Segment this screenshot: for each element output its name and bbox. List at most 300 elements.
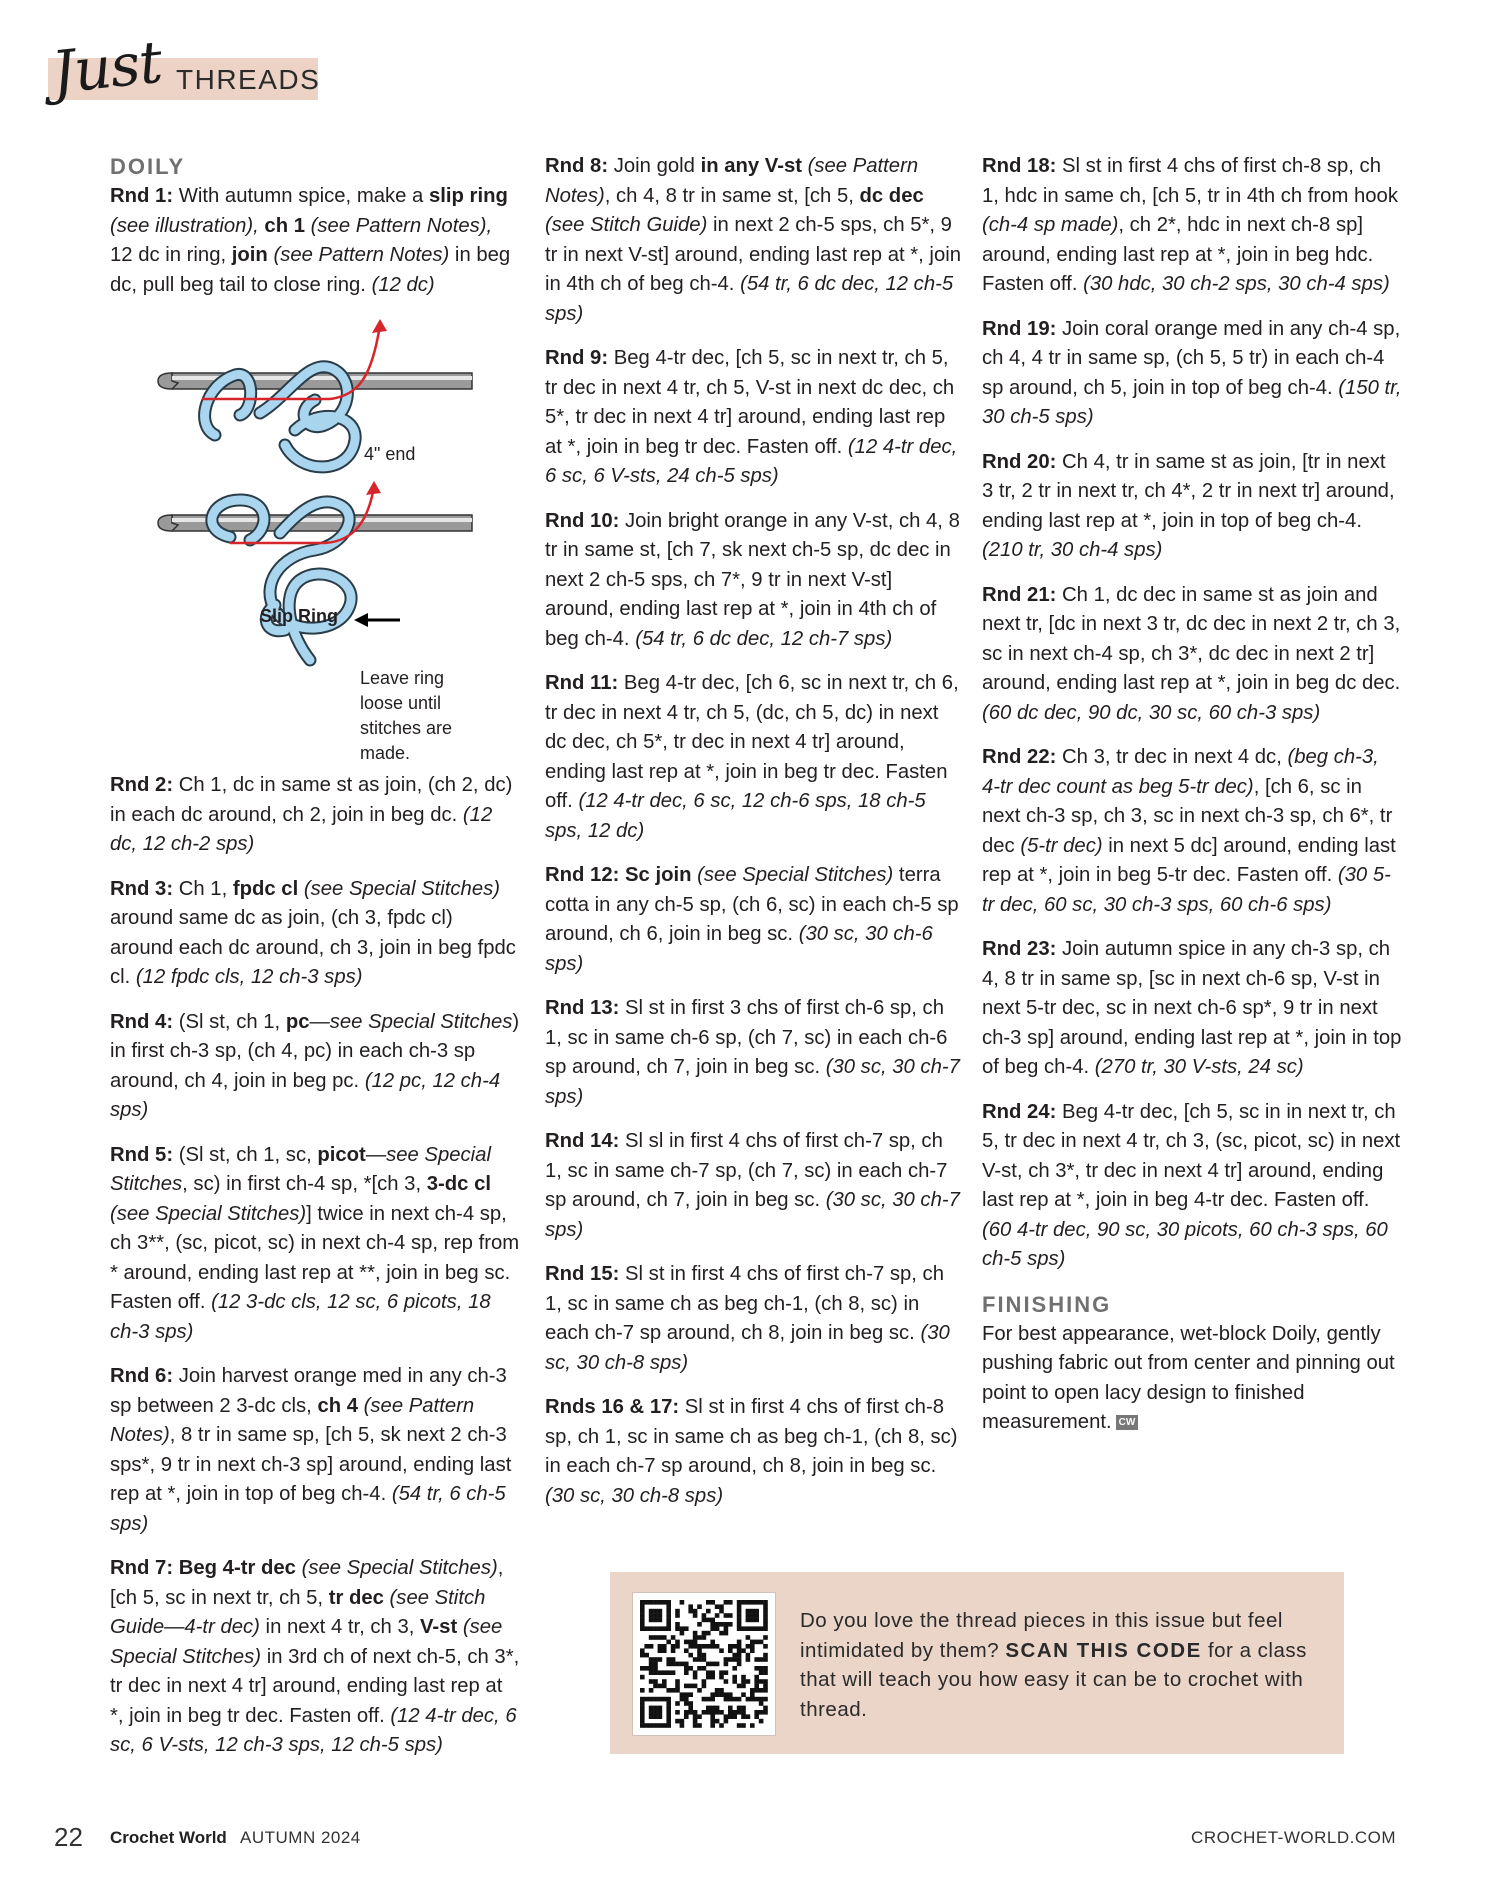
qr-module [649, 1618, 654, 1623]
qr-module [658, 1657, 663, 1662]
qr-module [662, 1600, 667, 1605]
qr-module [702, 1697, 707, 1702]
qr-module [653, 1697, 658, 1702]
round-23: Rnd 23: Join autumn spice in any ch-3 sp, ch 4, 8 tr in same sp, [sc in next ch-6 sp, V-st in next 5-tr dec, sc in next ch-6 sp*, 9 tr in next ch-3 sp] around, ending last rep at *, join in top of beg ch-4. (270 tr, 30 V-sts, 24 sc) [982, 938, 1402, 1078]
qr-module [702, 1710, 707, 1715]
qr-module [737, 1609, 742, 1614]
qr-module [732, 1697, 737, 1702]
qr-module [737, 1697, 742, 1702]
qr-module [759, 1679, 764, 1684]
qr-module [688, 1640, 693, 1645]
qr-module [754, 1688, 759, 1693]
qr-module [666, 1604, 671, 1609]
qr-module [684, 1697, 689, 1702]
qr-module [697, 1657, 702, 1662]
qr-module [653, 1657, 658, 1662]
qr-module [741, 1626, 746, 1631]
qr-module [719, 1723, 724, 1728]
qr-module [759, 1710, 764, 1715]
qr-module [715, 1644, 720, 1649]
promo-box [610, 1572, 1344, 1754]
qr-module [724, 1662, 729, 1667]
qr-module [697, 1714, 702, 1719]
qr-module [759, 1670, 764, 1675]
qr-module [754, 1657, 759, 1662]
qr-module [710, 1675, 715, 1680]
qr-module [649, 1662, 654, 1667]
qr-module [763, 1710, 768, 1715]
qr-module [693, 1670, 698, 1675]
qr-module [688, 1706, 693, 1711]
qr-module [693, 1635, 698, 1640]
qr-module [706, 1710, 711, 1715]
illustration-caption: Slip Ring [260, 606, 338, 626]
qr-module [693, 1631, 698, 1636]
qr-module [750, 1648, 755, 1653]
qr-module [737, 1723, 742, 1728]
qr-module [649, 1697, 654, 1702]
qr-module [710, 1600, 715, 1605]
qr-module [706, 1618, 711, 1623]
qr-module [684, 1648, 689, 1653]
round-19: Rnd 19: Join coral orange med in any ch-4 sp, ch 4, 4 tr in same sp, (ch 5, 5 tr) in each ch-4 sp around, ch 5, join in top of beg ch-4. (150 tr, 30 ch-5 sps) [982, 317, 1402, 428]
qr-module [710, 1692, 715, 1697]
qr-module [649, 1644, 654, 1649]
qr-module [684, 1710, 689, 1715]
qr-module [640, 1613, 645, 1618]
qr-module [754, 1609, 759, 1614]
qr-module [675, 1701, 680, 1706]
qr-module [640, 1706, 645, 1711]
qr-module [684, 1692, 689, 1697]
qr-module [754, 1714, 759, 1719]
qr-module [719, 1622, 724, 1627]
round-13: Rnd 13: Sl st in first 3 chs of first ch-6 sp, ch 1, sc in same ch-6 sp, (ch 7, sc) in each ch-6 sp around, ch 7, join in beg sc. (30 sc, 30 ch-7 sps) [545, 997, 960, 1108]
qr-module [763, 1635, 768, 1640]
qr-module [680, 1697, 685, 1702]
finishing-text: For best appearance, wet-block Doily, gently pushing fabric out from center and pinning out point to open lacy design to finished measurement. CW [982, 1322, 1395, 1433]
qr-module [706, 1706, 711, 1711]
qr-module [724, 1692, 729, 1697]
qr-module [724, 1670, 729, 1675]
qr-module [666, 1618, 671, 1623]
qr-module [728, 1714, 733, 1719]
column-3 [982, 152, 1402, 1453]
qr-module [715, 1719, 720, 1724]
qr-module [706, 1631, 711, 1636]
qr-module [763, 1684, 768, 1689]
qr-module [658, 1714, 663, 1719]
magazine-name: Crochet World [110, 1828, 227, 1847]
qr-module [706, 1697, 711, 1702]
qr-module [666, 1706, 671, 1711]
qr-module [693, 1710, 698, 1715]
qr-module [759, 1688, 764, 1693]
qr-module [746, 1618, 751, 1623]
qr-module [750, 1688, 755, 1693]
qr-module [649, 1706, 654, 1711]
qr-module [684, 1684, 689, 1689]
qr-module [666, 1662, 671, 1667]
qr-module [688, 1644, 693, 1649]
qr-module [693, 1714, 698, 1719]
qr-module [706, 1644, 711, 1649]
qr-module [653, 1723, 658, 1728]
qr-module [737, 1644, 742, 1649]
qr-module [759, 1640, 764, 1645]
qr-module [719, 1604, 724, 1609]
qr-module [644, 1666, 649, 1671]
qr-module [666, 1710, 671, 1715]
qr-module [666, 1622, 671, 1627]
qr-module [671, 1644, 676, 1649]
qr-module [763, 1679, 768, 1684]
website-url: CROCHET-WORLD.COM [1191, 1828, 1396, 1847]
qr-module [649, 1714, 654, 1719]
qr-module [728, 1692, 733, 1697]
qr-module [737, 1604, 742, 1609]
qr-module [688, 1710, 693, 1715]
qr-module [763, 1622, 768, 1627]
qr-module [680, 1600, 685, 1605]
qr-module [653, 1710, 658, 1715]
qr-module [754, 1640, 759, 1645]
qr-module [746, 1657, 751, 1662]
qr-module [649, 1609, 654, 1614]
qr-module [675, 1613, 680, 1618]
illustration-label-end: 4" end [364, 444, 416, 464]
qr-module [746, 1609, 751, 1614]
qr-module [653, 1600, 658, 1605]
qr-module [675, 1688, 680, 1693]
qr-module [697, 1648, 702, 1653]
qr-module [640, 1626, 645, 1631]
qr-module [710, 1640, 715, 1645]
qr-module [658, 1648, 663, 1653]
qr-module [684, 1666, 689, 1671]
header-script-title: Just [48, 27, 165, 107]
qr-module [644, 1644, 649, 1649]
qr-module [741, 1679, 746, 1684]
qr-module [715, 1604, 720, 1609]
qr-module [697, 1644, 702, 1649]
qr-module [644, 1653, 649, 1658]
qr-module [658, 1618, 663, 1623]
qr-module [719, 1675, 724, 1680]
qr-module [666, 1701, 671, 1706]
qr-module [671, 1670, 676, 1675]
qr-module [719, 1648, 724, 1653]
qr-module [750, 1697, 755, 1702]
qr-module [759, 1657, 764, 1662]
crochet-hook-bottom [158, 515, 472, 531]
qr-module [728, 1613, 733, 1618]
qr-module [715, 1662, 720, 1667]
qr-module [741, 1706, 746, 1711]
qr-module [732, 1675, 737, 1680]
round-11: Rnd 11: Beg 4-tr dec, [ch 6, sc in next tr, ch 6, tr dec in next 4 tr, ch 5, (dc, ch 5, dc) in next dc dec, ch 5*, tr dec in next 4 tr] around, ending last rep at *, join in beg tr dec. Fasten off. (12 4-tr dec, 6 sc, 12 ch-6 sps, 18 ch-5 sps, 12 dc) [545, 672, 959, 842]
qr-module [697, 1635, 702, 1640]
qr-module [737, 1710, 742, 1715]
qr-module [715, 1692, 720, 1697]
qr-module [732, 1653, 737, 1658]
qr-module [763, 1706, 768, 1711]
qr-module [737, 1600, 742, 1605]
qr-module [741, 1714, 746, 1719]
round-6: Rnd 6: Join harvest orange med in any ch-3 sp between 2 3-dc cls, ch 4 (see Pattern Notes), 8 tr in same sp, [ch 5, sk next 2 ch-3 sps*, 9 tr in next ch-3 sp] around, ending last rep at *, join in top of beg ch-4. (54 tr, 6 ch-5 sps) [110, 1365, 512, 1535]
qr-module [675, 1626, 680, 1631]
qr-module [754, 1666, 759, 1671]
qr-module [732, 1644, 737, 1649]
qr-module [737, 1648, 742, 1653]
round-24: Rnd 24: Beg 4-tr dec, [ch 5, sc in in next tr, ch 5, tr dec in next 4 tr, ch 3, (sc, picot, sc) in next V-st, ch 3*, tr dec in next 4 tr] around, ending last rep at *, join in beg 4-tr dec. Fasten off. (60 4-tr dec, 90 sc, 30 picots, 60 ch-3 sps, 60 ch-5 sps) [982, 1100, 1401, 1270]
qr-module [666, 1657, 671, 1662]
qr-module [688, 1604, 693, 1609]
qr-module [653, 1714, 658, 1719]
qr-module [754, 1710, 759, 1715]
round-1: Rnd 1: With autumn spice, make a slip ring (see illustration), ch 1 (see Pattern Notes), 12 dc in ring, join (see Pattern Notes) in beg dc, pull beg tail to close ring. (12 dc) [110, 185, 511, 296]
qr-module [671, 1657, 676, 1662]
qr-module [710, 1719, 715, 1724]
qr-module [724, 1613, 729, 1618]
qr-module [653, 1618, 658, 1623]
qr-module [658, 1706, 663, 1711]
qr-module [750, 1600, 755, 1605]
qr-module [640, 1688, 645, 1693]
qr-module [649, 1723, 654, 1728]
qr-module [737, 1662, 742, 1667]
qr-module [697, 1688, 702, 1693]
qr-module [697, 1666, 702, 1671]
qr-module [763, 1657, 768, 1662]
qr-module [693, 1609, 698, 1614]
qr-module [750, 1644, 755, 1649]
qr-module [640, 1666, 645, 1671]
qr-module [684, 1662, 689, 1667]
qr-module [658, 1670, 663, 1675]
qr-module [649, 1666, 654, 1671]
qr-module [675, 1622, 680, 1627]
qr-module [710, 1706, 715, 1711]
header-title: THREADS [176, 64, 321, 95]
column-1 [110, 152, 520, 1776]
qr-module [728, 1600, 733, 1605]
qr-module [658, 1697, 663, 1702]
leave-ring-pointer [354, 613, 400, 627]
qr-module [680, 1719, 685, 1724]
qr-module [724, 1714, 729, 1719]
qr-module [741, 1692, 746, 1697]
qr-module [750, 1613, 755, 1618]
qr-module [649, 1657, 654, 1662]
qr-code-graphic [633, 1593, 775, 1735]
qr-module [680, 1662, 685, 1667]
qr-module [754, 1679, 759, 1684]
qr-module [640, 1600, 645, 1605]
qr-module [644, 1626, 649, 1631]
qr-module [666, 1640, 671, 1645]
qr-module [653, 1684, 658, 1689]
qr-module [719, 1692, 724, 1697]
qr-module [728, 1706, 733, 1711]
qr-module [666, 1670, 671, 1675]
qr-module [759, 1626, 764, 1631]
qr-code[interactable] [632, 1592, 776, 1736]
round-3: Rnd 3: Ch 1, fpdc cl (see Special Stitches) around same dc as join, (ch 3, fpdc cl) around each dc around, ch 3, join in beg fpdc cl. (12 fpdc cls, 12 ch-3 sps) [110, 877, 516, 988]
qr-module [662, 1670, 667, 1675]
qr-module [741, 1600, 746, 1605]
qr-module [666, 1600, 671, 1605]
qr-module [662, 1644, 667, 1649]
qr-module [715, 1710, 720, 1715]
qr-module [706, 1670, 711, 1675]
qr-module [662, 1684, 667, 1689]
qr-module [675, 1710, 680, 1715]
qr-module [737, 1653, 742, 1658]
qr-module [658, 1600, 663, 1605]
qr-module [644, 1697, 649, 1702]
qr-module [640, 1697, 645, 1702]
qr-module [662, 1635, 667, 1640]
qr-module [666, 1613, 671, 1618]
qr-module [680, 1626, 685, 1631]
qr-module [763, 1618, 768, 1623]
qr-module [737, 1706, 742, 1711]
qr-module [746, 1644, 751, 1649]
qr-module [684, 1701, 689, 1706]
promo-text: Do you love the thread pieces in this issue but feel intimidated by them? SCAN THIS CODE for a class that will teach you how easy it can be to crochet with thread. [800, 1609, 1307, 1721]
qr-module [732, 1710, 737, 1715]
qr-module [640, 1609, 645, 1614]
qr-module [662, 1679, 667, 1684]
round-22: Rnd 22: Ch 3, tr dec in next 4 dc, (beg ch-3, 4-tr dec count as beg 5-tr dec), [ch 6, sc in next ch-3 sp, ch 3, sc in next ch-3 sp, ch 6*, tr dec (5-tr dec) in next 5 dc] around, ending last rep at *, join in beg 5-tr dec. Fasten off. (30 5-tr dec, 60 sc, 30 ch-3 sps, 60 ch-6 sps) [982, 746, 1396, 916]
round-5: Rnd 5: (Sl st, ch 1, sc, picot—see Special Stitches, sc) in first ch-4 sp, *[ch 3, 3-dc cl (see Special Stitches)] twice in next ch-4 sp, ch 3**, (sc, picot, sc) in next ch-4 sp, rep from * around, ending last rep at **, join in beg sc. Fasten off. (12 3-dc cls, 12 sc, 6 picots, 18 ch-3 sps) [110, 1143, 520, 1343]
qr-module [684, 1670, 689, 1675]
qr-module [693, 1723, 698, 1728]
qr-module [644, 1723, 649, 1728]
qr-module [684, 1640, 689, 1645]
qr-module [702, 1679, 707, 1684]
qr-module [640, 1648, 645, 1653]
qr-module [649, 1635, 654, 1640]
qr-module [662, 1697, 667, 1702]
qr-module [653, 1666, 658, 1671]
qr-module [640, 1618, 645, 1623]
qr-module [750, 1640, 755, 1645]
qr-module [724, 1622, 729, 1627]
qr-module [737, 1640, 742, 1645]
qr-module [763, 1613, 768, 1618]
qr-module [649, 1710, 654, 1715]
qr-module [653, 1662, 658, 1667]
page-number: 22 [54, 1822, 83, 1852]
qr-module [702, 1666, 707, 1671]
qr-module [649, 1679, 654, 1684]
round-8: Rnd 8: Join gold in any V-st (see Pattern Notes), ch 4, 8 tr in same st, [ch 5, dc dec (see Stitch Guide) in next 2 ch-5 sps, ch 5*, 9 tr in next V-st] around, ending last rep at *, join in 4th ch of beg ch-4. (54 tr, 6 dc dec, 12 ch-5 sps) [545, 155, 962, 325]
round-12: Rnd 12: Sc join (see Special Stitches) terra cotta in any ch-5 sp, (ch 6, sc) in each ch-5 sp around, ch 6, join in beg sc. (30 sc, 30 ch-6 sps) [545, 864, 959, 975]
qr-module [666, 1723, 671, 1728]
qr-module [644, 1600, 649, 1605]
qr-module [750, 1609, 755, 1614]
qr-module [671, 1662, 676, 1667]
qr-module [684, 1714, 689, 1719]
round-21: Rnd 21: Ch 1, dc dec in same st as join and next tr, [dc in next 3 tr, dc dec in next 2 tr, ch 3, sc in next ch-4 sp, ch 3*, dc dec in next 2 tr] around, ending last rep at *, join in beg dc dec. (60 dc dec, 90 dc, 30 sc, 60 ch-3 sps) [982, 583, 1401, 724]
qr-module [653, 1635, 658, 1640]
qr-module [658, 1644, 663, 1649]
qr-module [715, 1622, 720, 1627]
qr-module [693, 1675, 698, 1680]
qr-module [706, 1609, 711, 1614]
qr-module [710, 1670, 715, 1675]
round-4: Rnd 4: (Sl st, ch 1, pc—see Special Stitches) in first ch-3 sp, (ch 4, pc) in each ch-3 sp around, ch 4, join in beg pc. (12 pc, 12 ch-4 sps) [110, 1010, 520, 1121]
qr-module [746, 1626, 751, 1631]
qr-module [675, 1644, 680, 1649]
round-14: Rnd 14: Sl sl in first 4 chs of first ch-7 sp, ch 1, sc in same ch-7 sp, (ch 7, sc) in each ch-7 sp around, ch 7, join in beg sc. (30 sc, 30 ch-7 sps) [545, 1130, 960, 1241]
qr-module [763, 1697, 768, 1702]
qr-module [737, 1622, 742, 1627]
qr-module [715, 1613, 720, 1618]
qr-module [754, 1600, 759, 1605]
qr-module [754, 1613, 759, 1618]
qr-module [741, 1675, 746, 1680]
qr-module [741, 1723, 746, 1728]
qr-module [688, 1684, 693, 1689]
qr-module [693, 1640, 698, 1645]
qr-module [759, 1701, 764, 1706]
qr-module [741, 1710, 746, 1715]
qr-module [719, 1670, 724, 1675]
qr-module [754, 1618, 759, 1623]
qr-module [658, 1626, 663, 1631]
cw-end-badge: CW [1116, 1415, 1139, 1430]
qr-module [671, 1688, 676, 1693]
qr-module [693, 1644, 698, 1649]
qr-module [763, 1604, 768, 1609]
qr-module [732, 1714, 737, 1719]
round-7: Rnd 7: Beg 4-tr dec (see Special Stitches), [ch 5, sc in next tr, ch 5, tr dec (see Stitch Guide—4-tr dec) in next 4 tr, ch 3, V-st (see Special Stitches) in 3rd ch of next ch-5, ch 3*, tr dec in next 4 tr] around, ending last rep at *, join in beg tr dec. Fasten off. (12 4-tr dec, 6 sc, 6 V-sts, 12 ch-3 sps, 12 ch-5 sps) [110, 1557, 520, 1756]
qr-module [675, 1719, 680, 1724]
qr-module [750, 1626, 755, 1631]
qr-module [649, 1626, 654, 1631]
qr-module [710, 1626, 715, 1631]
qr-module [763, 1644, 768, 1649]
qr-module [640, 1604, 645, 1609]
qr-module [649, 1670, 654, 1675]
qr-module [759, 1697, 764, 1702]
qr-module [666, 1719, 671, 1724]
qr-module [746, 1679, 751, 1684]
qr-module [653, 1613, 658, 1618]
qr-module [658, 1635, 663, 1640]
qr-module [675, 1679, 680, 1684]
round-20: Rnd 20: Ch 4, tr in same st as join, [tr in next 3 tr, 2 tr in next tr, ch 4*, 2 tr in next tr] around, ending last rep at *, join in top of beg ch-4. (210 tr, 30 ch-4 sps) [982, 450, 1395, 561]
rounds-16-17: Rnds 16 & 17: Sl st in first 4 chs of first ch-8 sp, ch 1, sc in same ch as beg ch-1, (ch 8, sc) in each ch-7 sp around, ch 8, join in beg sc. (30 sc, 30 ch-8 sps) [545, 1396, 958, 1507]
qr-module [763, 1670, 768, 1675]
qr-module [702, 1644, 707, 1649]
qr-module [688, 1692, 693, 1697]
qr-module [706, 1662, 711, 1667]
qr-module [724, 1626, 729, 1631]
qr-module [724, 1719, 729, 1724]
qr-module [649, 1688, 654, 1693]
qr-module [763, 1666, 768, 1671]
qr-module [728, 1697, 733, 1702]
qr-module [724, 1600, 729, 1605]
qr-module [680, 1631, 685, 1636]
qr-module [702, 1635, 707, 1640]
qr-module [724, 1679, 729, 1684]
qr-module [653, 1609, 658, 1614]
